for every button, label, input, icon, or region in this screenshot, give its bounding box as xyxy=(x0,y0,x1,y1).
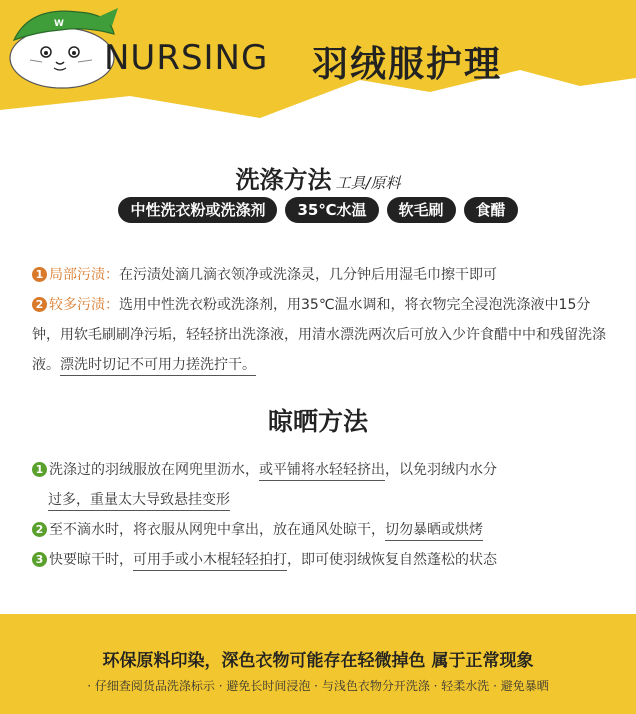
wash-item-text: 在污渍处滴几滴衣领净或洗涤灵，几分钟后用湿毛巾擦干即可 xyxy=(119,267,497,283)
footer-notice: 环保原料印染，深色衣物可能存在轻微掉色 属于正常现象 xyxy=(102,651,534,671)
svg-text:W: W xyxy=(54,19,64,29)
dry-step-emphasis: 或平铺将水轻轻挤出 xyxy=(259,462,385,481)
tools-list xyxy=(0,197,636,223)
tool-pill: 软毛刷 xyxy=(387,197,456,223)
tool-pill: 中性洗衣粉或洗涤剂 xyxy=(118,197,277,223)
dry-section-title: 晾晒方法 xyxy=(267,407,368,436)
wash-title-text: 洗涤方法 xyxy=(235,166,332,194)
wash-item-label: 较多污渍： xyxy=(49,297,119,313)
dry-step-2 xyxy=(32,515,622,545)
tool-pill: 35℃水温 xyxy=(285,197,378,223)
wash-item-text: 选用中性洗衣粉或洗涤剂，用35℃温水调和，将衣物完全浸泡洗涤液中15分钟，用软毛刷刷净污垢，轻轻挤出洗涤液，用清水漂洗两次后可放入少许食醋中中和残留洗涤液。 xyxy=(32,297,606,373)
dry-step-1-continued xyxy=(32,485,622,515)
title-chinese: 羽绒服护理 xyxy=(312,44,503,85)
header-banner xyxy=(0,0,636,160)
number-badge-icon: 3 xyxy=(32,552,47,567)
dry-step-text: 快要晾干时， xyxy=(49,552,133,568)
dry-step-emphasis: 切勿暴晒或烘烤 xyxy=(385,522,483,541)
dry-step-text: ，以免羽绒内水分 xyxy=(385,462,497,478)
wash-item-heavy-stain xyxy=(32,290,612,380)
number-badge-icon: 1 xyxy=(32,267,47,282)
title-english: NURSING xyxy=(104,38,269,78)
dry-step-emphasis: 可用手或小木棍轻轻拍打 xyxy=(133,552,287,571)
footer-care-tips: · 仔细查阅货品洗涤标示 · 避免长时间浸泡 · 与浅色衣物分开洗涤 · 轻柔水洗 · 避免暴晒 xyxy=(87,679,549,693)
number-badge-icon: 2 xyxy=(32,522,47,537)
wash-item-label: 局部污渍： xyxy=(49,267,119,283)
dry-step-1 xyxy=(32,455,622,485)
dry-step-3 xyxy=(32,545,622,575)
dry-step-text: ，即可使羽绒恢复自然蓬松的状态 xyxy=(287,552,497,568)
dry-steps-list xyxy=(32,455,622,575)
number-badge-icon: 1 xyxy=(32,462,47,477)
dry-step-emphasis: 过多，重量太大导致悬挂变形 xyxy=(48,492,230,511)
number-badge-icon: 2 xyxy=(32,297,47,312)
cat-mascot-icon xyxy=(0,0,120,90)
wash-section-title xyxy=(0,160,636,195)
dry-step-text: 洗涤过的羽绒服放在网兜里沥水， xyxy=(49,462,259,478)
tool-pill: 食醋 xyxy=(464,197,518,223)
wash-subtitle: 工具/原料 xyxy=(335,174,401,192)
wash-item-emphasis: 漂洗时切记不可用力搓洗拧干。 xyxy=(60,357,256,376)
footer-banner xyxy=(0,614,636,714)
wash-item-local-stain xyxy=(32,260,612,290)
dry-step-text: 至不滴水时，将衣服从网兜中拿出，放在通风处晾干， xyxy=(49,522,385,538)
